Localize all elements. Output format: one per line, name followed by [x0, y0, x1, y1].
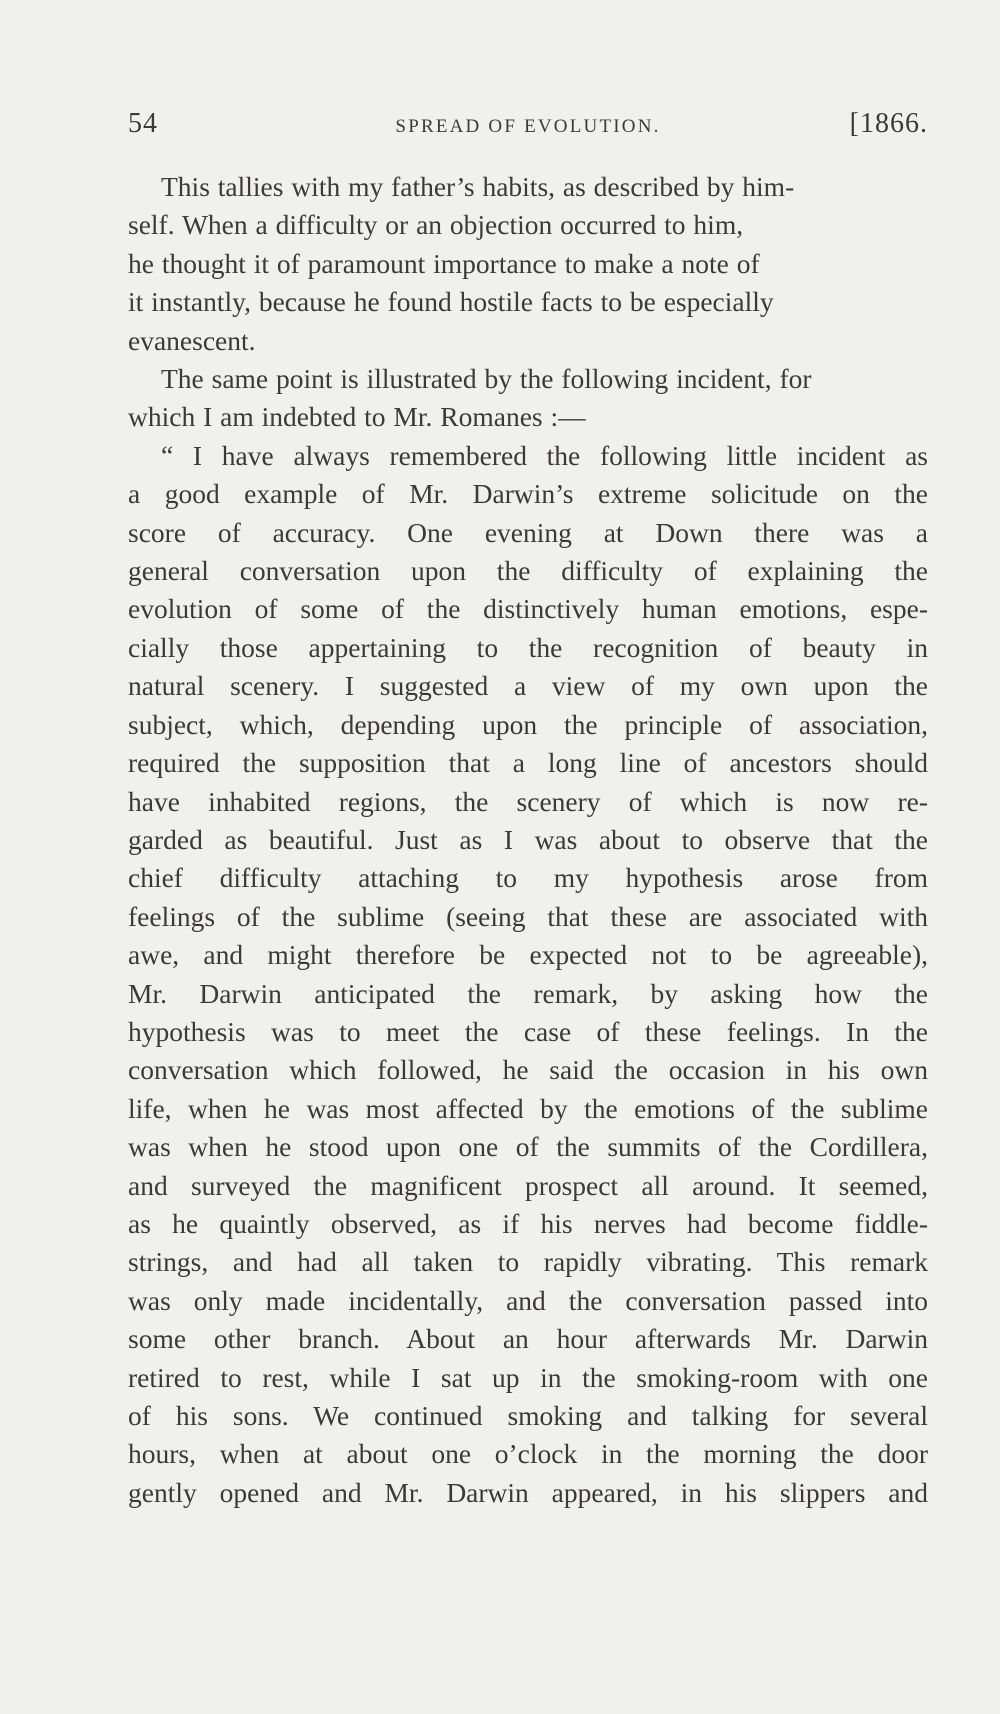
- text-line: of his sons. We continued smoking and talking for several: [128, 1400, 928, 1431]
- text-line: was when he stood upon one of the summits of the Cordillera,: [128, 1131, 928, 1163]
- text-line: “ I have always remembered the following little incident as: [161, 439, 928, 471]
- text-line: life, when he was most affected by the emotions of the sublime: [128, 1092, 928, 1124]
- paragraph: [128, 360, 928, 437]
- paragraph: [128, 168, 928, 360]
- text-line: it instantly, because he found hostile facts to be especially: [128, 286, 774, 318]
- text-line: Mr. Darwin anticipated the remark, by asking how the: [128, 977, 928, 1009]
- body-text: [128, 168, 928, 1512]
- text-line: garded as beautiful. Just as I was about to observe that the: [128, 823, 928, 855]
- text-line: required the supposition that a long line of ancestors should: [128, 747, 928, 779]
- text-line: cially those appertaining to the recognition of beauty in: [128, 631, 928, 663]
- text-line: hours, when at about one o’clock in the morning the door: [128, 1438, 928, 1470]
- text-line: have inhabited regions, the scenery of which is now re-: [128, 785, 928, 817]
- paragraph: [128, 437, 928, 1512]
- text-line: feelings of the sublime (seeing that these are associated with: [128, 900, 928, 932]
- text-line: some other branch. About an hour afterwards Mr. Darwin: [128, 1323, 928, 1355]
- text-line: hypothesis was to meet the case of these feelings. In the: [128, 1015, 928, 1047]
- text-line: subject, which, depending upon the principle of association,: [128, 708, 928, 740]
- text-line: This tallies with my father’s habits, as described by him-: [161, 171, 795, 202]
- text-line: conversation which followed, he said the occasion in his own: [128, 1054, 928, 1086]
- text-line: which I am indebted to Mr. Romanes :—: [128, 401, 586, 433]
- text-line: he thought it of paramount importance to make a note of: [128, 247, 760, 279]
- text-line: a good example of Mr. Darwin’s extreme solicitude on the: [128, 478, 928, 510]
- text-line: evolution of some of the distinctively human emotions, espe-: [128, 593, 928, 625]
- text-line: self. When a difficulty or an objection occurred to him,: [128, 209, 744, 241]
- text-line: strings, and had all taken to rapidly vibrating. This remark: [128, 1246, 928, 1278]
- page-header: [128, 108, 928, 148]
- text-line: score of accuracy. One evening at Down there was a: [128, 516, 928, 548]
- text-line: general conversation upon the difficulty of explaining the: [128, 555, 928, 587]
- text-line: natural scenery. I suggested a view of my own upon the: [128, 670, 928, 702]
- text-line: awe, and might therefore be expected not to be agreeable),: [128, 939, 928, 971]
- text-line: The same point is illustrated by the following incident, for: [161, 363, 812, 395]
- page-number: 54: [128, 108, 158, 139]
- running-head: SPREAD OF EVOLUTION.: [395, 116, 661, 137]
- text-line: and surveyed the magnificent prospect all around. It seemed,: [128, 1169, 928, 1201]
- text-line: was only made incidentally, and the conversation passed into: [128, 1284, 928, 1316]
- text-line: retired to rest, while I sat up in the smoking-room with one: [128, 1361, 928, 1393]
- text-line: chief difficulty attaching to my hypothesis arose from: [128, 862, 928, 894]
- text-line: gently opened and Mr. Darwin appeared, in his slippers and: [128, 1476, 928, 1508]
- header-year: [1866.: [849, 108, 928, 139]
- text-line: as he quaintly observed, as if his nerves had become fiddle-: [128, 1207, 928, 1239]
- text-line: evanescent.: [128, 324, 256, 356]
